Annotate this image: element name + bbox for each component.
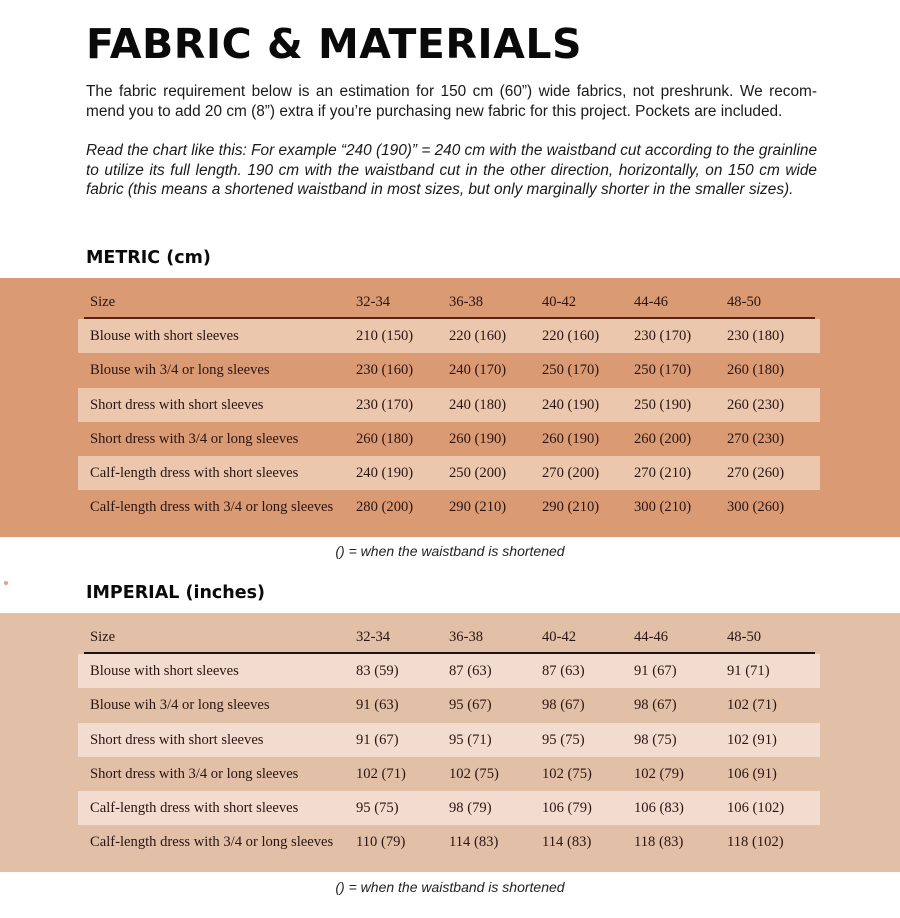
fabric-amount: 95 (67)	[449, 697, 492, 714]
garment-label: Blouse with short sleeves	[90, 663, 239, 679]
table-row	[78, 388, 820, 422]
fabric-amount: 220 (160)	[449, 328, 507, 344]
fabric-amount: 102 (71)	[356, 765, 406, 782]
fabric-amount: 87 (63)	[449, 663, 492, 679]
garment-label: Blouse with short sleeves	[90, 328, 239, 344]
fabric-amount: 230 (160)	[356, 362, 414, 379]
fabric-amount: 240 (180)	[449, 396, 507, 413]
header-size-column: 40-42	[542, 294, 577, 310]
metric-table	[78, 284, 820, 525]
fabric-amount: 95 (75)	[356, 800, 399, 817]
fabric-amount: 280 (200)	[356, 499, 414, 516]
fabric-amount: 98 (79)	[449, 800, 492, 817]
header-size-column: 44-46	[634, 629, 669, 645]
fabric-amount: 102 (75)	[542, 765, 592, 782]
garment-label: Short dress with short sleeves	[90, 396, 264, 413]
fabric-amount: 114 (83)	[449, 834, 499, 851]
fabric-amount: 270 (230)	[727, 430, 785, 447]
fabric-amount: 91 (71)	[727, 663, 770, 679]
intro-paragraph: The fabric requirement below is an estimation for 150 cm (60”) wide fabrics, not preshrunk. We recom-mend you to add 20 cm (8”) extra if you’re purchasing new fabric for this project. Pockets are included.	[86, 83, 817, 120]
table-row	[78, 456, 820, 490]
garment-label: Short dress with short sleeves	[90, 731, 264, 748]
fabric-amount: 106 (102)	[727, 800, 785, 817]
fabric-amount: 250 (170)	[634, 362, 692, 379]
fabric-amount: 102 (79)	[634, 765, 684, 782]
fabric-amount: 102 (91)	[727, 731, 777, 748]
table-header-row	[78, 619, 820, 654]
fabric-amount: 240 (170)	[449, 362, 507, 379]
garment-label: Calf-length dress with 3/4 or long sleeves	[90, 834, 334, 851]
header-size-column: 48-50	[727, 294, 762, 310]
header-size-label: Size	[90, 294, 116, 310]
fabric-amount: 220 (160)	[542, 328, 600, 344]
fabric-amount: 270 (200)	[542, 465, 600, 482]
header-size-column: 36-38	[449, 629, 484, 645]
table-row	[78, 757, 820, 791]
fabric-amount: 102 (71)	[727, 697, 777, 714]
header-size-column: 44-46	[634, 294, 669, 310]
table-row	[78, 688, 820, 722]
fabric-amount: 91 (67)	[356, 731, 399, 748]
fabric-amount: 290 (210)	[542, 499, 600, 516]
fabric-amount: 110 (79)	[356, 834, 406, 851]
fabric-amount: 240 (190)	[542, 396, 600, 413]
fabric-amount: 102 (75)	[449, 765, 499, 782]
fabric-amount: 118 (102)	[727, 834, 784, 851]
decorative-dot	[4, 581, 8, 585]
fabric-amount: 260 (180)	[727, 362, 785, 379]
fabric-amount: 98 (75)	[634, 731, 677, 748]
fabric-amount: 230 (170)	[356, 396, 414, 413]
garment-label: Short dress with 3/4 or long sleeves	[90, 430, 299, 447]
fabric-amount: 250 (200)	[449, 465, 507, 482]
garment-label: Calf-length dress with short sleeves	[90, 800, 299, 817]
fabric-amount: 118 (83)	[634, 834, 684, 851]
fabric-amount: 98 (67)	[542, 697, 585, 714]
fabric-amount: 91 (63)	[356, 697, 399, 714]
fabric-amount: 114 (83)	[542, 834, 592, 851]
fabric-amount: 250 (170)	[542, 362, 600, 379]
fabric-amount: 95 (75)	[542, 731, 585, 748]
fabric-amount: 270 (260)	[727, 465, 785, 482]
fabric-amount: 230 (180)	[727, 328, 785, 344]
fabric-amount: 98 (67)	[634, 697, 677, 714]
fabric-amount: 210 (150)	[356, 328, 414, 344]
imperial-heading: IMPERIAL (inches)	[86, 583, 266, 603]
how-to-read-paragraph: Read the chart like this: For example “240 (190)” = 240 cm with the waistband cut according to the grainline to utilize its full length. 190 cm with the waistband cut in the other direction, horizontally, on 150 cm wide fabric (this means a shortened waistband in most sizes, but only marginally shorter in the smaller sizes).	[86, 142, 818, 198]
garment-label: Blouse wih 3/4 or long sleeves	[90, 697, 270, 714]
garment-label: Calf-length dress with 3/4 or long sleeves	[90, 499, 334, 516]
imperial-footnote: () = when the waistband is shortened	[335, 879, 565, 895]
garment-label: Blouse wih 3/4 or long sleeves	[90, 362, 270, 379]
table-row	[78, 319, 820, 353]
fabric-amount: 290 (210)	[449, 499, 507, 516]
fabric-amount: 91 (67)	[634, 663, 677, 679]
header-size-column: 32-34	[356, 629, 391, 645]
garment-label: Calf-length dress with short sleeves	[90, 465, 299, 482]
fabric-amount: 300 (260)	[727, 499, 785, 516]
table-row	[78, 791, 820, 825]
fabric-amount: 250 (190)	[634, 396, 692, 413]
fabric-amount: 106 (91)	[727, 765, 777, 782]
fabric-amount: 83 (59)	[356, 663, 399, 679]
garment-label: Short dress with 3/4 or long sleeves	[90, 765, 299, 782]
fabric-amount: 95 (71)	[449, 731, 492, 748]
page-title: FABRIC & MATERIALS	[86, 20, 583, 68]
fabric-amount: 260 (200)	[634, 430, 692, 447]
table-row	[78, 654, 820, 688]
header-size-label: Size	[90, 629, 116, 645]
fabric-amount: 270 (210)	[634, 465, 692, 482]
header-size-column: 48-50	[727, 629, 762, 645]
fabric-amount: 106 (83)	[634, 800, 684, 817]
table-row	[78, 825, 820, 859]
fabric-amount: 260 (190)	[542, 430, 600, 447]
fabric-amount: 260 (190)	[449, 430, 507, 447]
fabric-amount: 87 (63)	[542, 663, 585, 679]
fabric-amount: 230 (170)	[634, 328, 692, 344]
table-row	[78, 353, 820, 387]
fabric-amount: 240 (190)	[356, 465, 414, 482]
fabric-amount: 106 (79)	[542, 800, 592, 817]
table-row	[78, 490, 820, 524]
header-size-column: 36-38	[449, 294, 484, 310]
table-header-row	[78, 284, 820, 319]
fabric-amount: 260 (230)	[727, 396, 785, 413]
table-row	[78, 723, 820, 757]
fabric-amount: 260 (180)	[356, 430, 414, 447]
metric-footnote: () = when the waistband is shortened	[335, 543, 565, 559]
header-size-column: 40-42	[542, 629, 577, 645]
metric-heading: METRIC (cm)	[86, 248, 211, 268]
imperial-table	[78, 619, 820, 860]
fabric-amount: 300 (210)	[634, 499, 692, 516]
header-size-column: 32-34	[356, 294, 391, 310]
table-row	[78, 422, 820, 456]
